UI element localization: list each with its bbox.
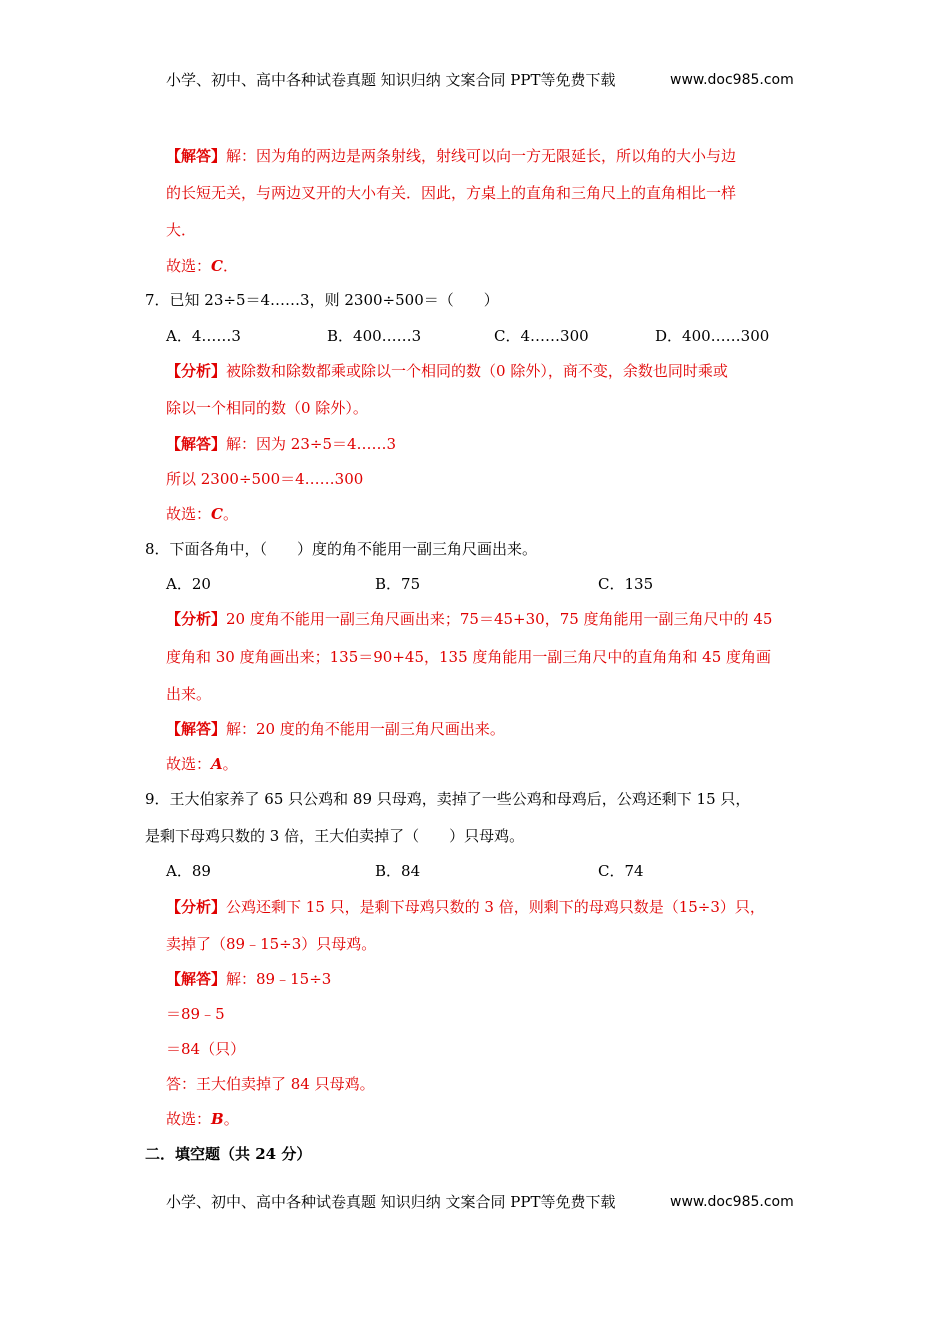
q7-answer-line1 [166,434,396,454]
q9-option-c: C．74 [598,862,644,880]
header-text: 小学、初中、高中各种试卷真题 知识归纳 文案合同 PPT等免费下载 [166,71,616,89]
q8-option-b: B．75 [375,575,421,593]
q9-choose-prefix: 故选： [166,1110,212,1128]
q9-answer-line1 [166,969,331,989]
q8-answer-text1: 解：20 度的角不能用一副三角尺画出来。 [226,720,505,738]
q9-option-a: A．89 [166,862,211,880]
q8-analysis-line3: 出来。 [166,685,212,703]
q7-analysis-line2: 除以一个相同的数（0 除外）。 [166,399,368,417]
q8-answer-tag: 【解答】 [166,720,227,738]
section2-title: 二．填空题（共 24 分） [145,1145,312,1163]
q6-choose [166,256,238,276]
q7-choose-prefix: 故选： [166,505,212,523]
q7-option-b: B．400……3 [327,327,422,345]
q9-stem-line2: 是剩下母鸡只数的 3 倍，王大伯卖掉了（ ）只母鸡。 [145,827,525,845]
q9-answer-line2: ＝89﹣5 [166,1005,225,1023]
q7-answer-text1: 解：因为 23÷5＝4……3 [226,435,397,453]
q9-answer-line3: ＝84（只） [166,1040,246,1058]
header-site [670,70,794,88]
q8-analysis-line1 [166,609,772,629]
q7-choose [166,504,238,524]
q9-choose [166,1109,239,1129]
q6-answer-line3: 大． [166,221,197,239]
q8-analysis-tag: 【分析】 [166,610,227,628]
q9-analysis-text1: 公鸡还剩下 15 只，是剩下母鸡只数的 3 倍，则剩下的母鸡只数是（15÷3）只， [226,898,765,916]
page-header [166,69,616,90]
q9-analysis-tag: 【分析】 [166,898,227,916]
q9-answer-text1: 解：89﹣15÷3 [226,970,332,988]
q8-choose-prefix: 故选： [166,755,212,773]
q9-choose-suffix: 。 [223,1110,239,1128]
footer-text: 小学、初中、高中各种试卷真题 知识归纳 文案合同 PPT等免费下载 [166,1193,616,1211]
q8-stem: 8．下面各角中，（ ）度的角不能用一副三角尺画出来。 [145,540,538,558]
header-site-link[interactable]: www.doc985.com [670,72,794,88]
q7-option-c: C．4……300 [494,327,589,345]
q8-answer-line1 [166,719,505,739]
q9-answer-tag: 【解答】 [166,970,227,988]
q7-answer-tag: 【解答】 [166,435,227,453]
q7-option-d: D．400……300 [655,327,770,345]
q6-choose-letter: C [211,257,223,275]
q6-answer-line1 [166,146,736,166]
q9-answer-line4: 答：王大伯卖掉了 84 只母鸡。 [166,1075,375,1093]
q9-analysis-line2: 卖掉了（89﹣15÷3）只母鸡。 [166,935,377,953]
q9-analysis-line1 [166,897,765,917]
q8-option-c: C．135 [598,575,654,593]
q7-option-a: A．4……3 [166,327,241,345]
q8-choose-letter: A [211,755,223,773]
q6-choose-suffix: ． [222,257,238,275]
q7-stem: 7．已知 23÷5＝4……3，则 2300÷500＝（ ） [145,291,499,309]
q9-option-b: B．84 [375,862,421,880]
q6-answer-tag: 【解答】 [166,147,227,165]
q8-option-a: A．20 [166,575,211,593]
page-footer [166,1191,616,1212]
footer-site [670,1192,794,1210]
q7-answer-line2: 所以 2300÷500＝4……300 [166,470,364,488]
q8-analysis-line2: 度角和 30 度角画出来；135＝90+45，135 度角能用一副三角尺中的直角角和 45 度角画 [166,648,772,666]
q9-choose-letter: B [211,1110,224,1128]
q9-stem-line1: 9．王大伯家养了 65 只公鸡和 89 只母鸡，卖掉了一些公鸡和母鸡后，公鸡还剩下 15 只， [145,790,751,808]
q8-choose [166,754,238,774]
q7-choose-suffix: 。 [222,505,238,523]
q7-analysis-tag: 【分析】 [166,362,227,380]
footer-site-link[interactable]: www.doc985.com [670,1194,794,1210]
q6-answer-text1: 解：因为角的两边是两条射线，射线可以向一方无限延长，所以角的大小与边 [226,147,737,165]
q6-choose-prefix: 故选： [166,257,212,275]
q8-choose-suffix: 。 [222,755,238,773]
q7-choose-letter: C [211,505,223,523]
q8-analysis-text1: 20 度角不能用一副三角尺画出来；75＝45+30，75 度角能用一副三角尺中的 45 [226,610,773,628]
q6-answer-line2: 的长短无关，与两边叉开的大小有关．因此，方桌上的直角和三角尺上的直角相比一样 [166,184,737,202]
q7-analysis-text1: 被除数和除数都乘或除以一个相同的数（0 除外），商不变，余数也同时乘或 [226,362,728,380]
q7-analysis-line1 [166,361,728,381]
